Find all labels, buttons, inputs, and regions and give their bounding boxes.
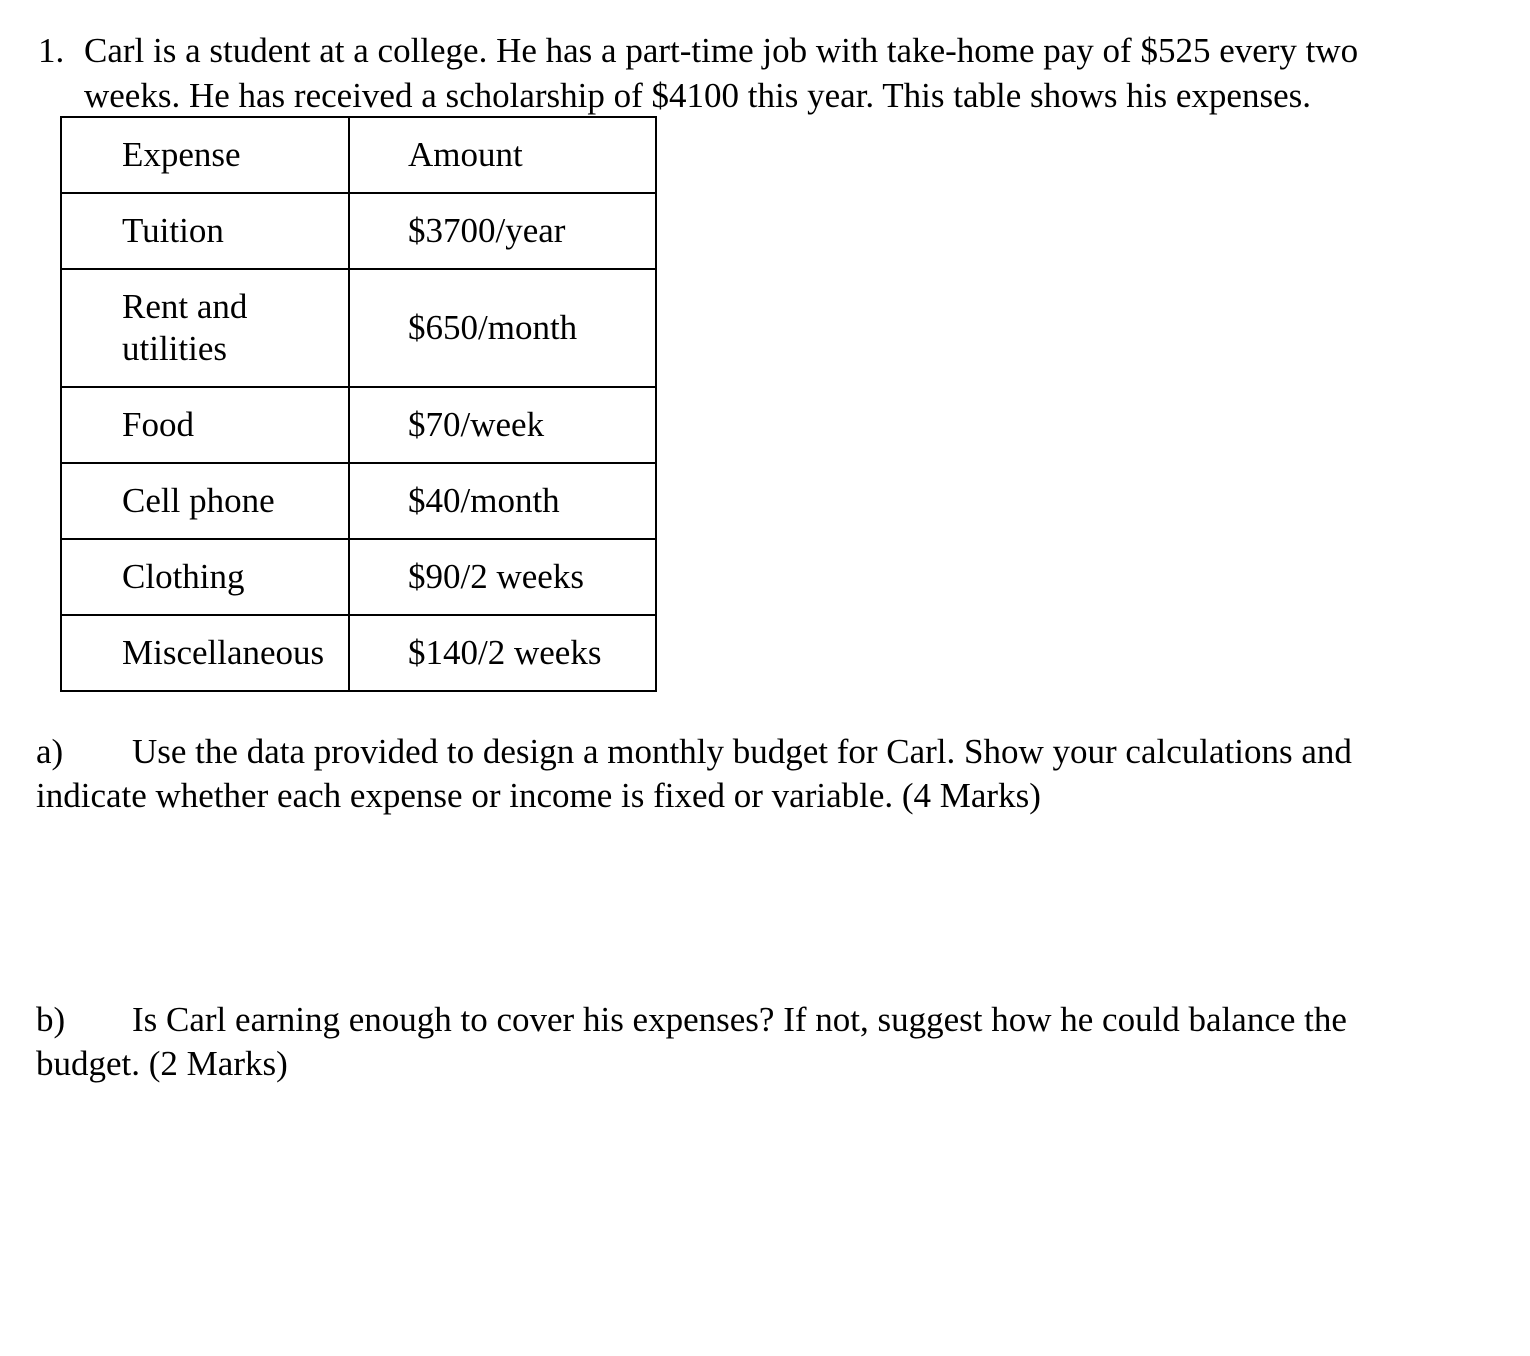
- question-intro: [38, 28, 1508, 118]
- expense-table: [60, 116, 657, 692]
- question-number: 1.: [38, 31, 65, 70]
- expense-cell: Cell phone: [61, 463, 349, 539]
- part-b-text-line-1: Is Carl earning enough to cover his expenses? If not, suggest how he could balance the: [132, 1000, 1347, 1039]
- amount-cell: $140/2 weeks: [349, 615, 656, 691]
- table-row: [61, 615, 656, 691]
- amount-cell: $40/month: [349, 463, 656, 539]
- part-b-text-line-2: budget. (2 Marks): [36, 1044, 288, 1083]
- part-a-text-line-1: Use the data provided to design a monthly budget for Carl. Show your calculations and: [132, 732, 1352, 771]
- header-expense: Expense: [61, 117, 349, 193]
- part-a: [36, 730, 1506, 818]
- part-b: [36, 998, 1506, 1086]
- part-a-line-1: [36, 730, 1506, 774]
- amount-cell: $3700/year: [349, 193, 656, 269]
- table-row: [61, 269, 656, 387]
- amount-cell: $650/month: [349, 269, 656, 387]
- expense-cell: [61, 269, 349, 387]
- amount-cell: $90/2 weeks: [349, 539, 656, 615]
- question-text-line-2: weeks. He has received a scholarship of $4100 this year. This table shows his expenses.: [84, 76, 1311, 115]
- table-row: [61, 463, 656, 539]
- header-amount: Amount: [349, 117, 656, 193]
- expense-cell: Miscellaneous: [61, 615, 349, 691]
- part-b-label: b): [36, 1000, 66, 1039]
- expense-cell: Tuition: [61, 193, 349, 269]
- question-text-line-1: Carl is a student at a college. He has a part-time job with take-home pay of $525 every two: [84, 31, 1359, 70]
- part-a-text-line-2: indicate whether each expense or income is fixed or variable. (4 Marks): [36, 776, 1041, 815]
- amount-cell: $70/week: [349, 387, 656, 463]
- table-header-row: [61, 117, 656, 193]
- part-a-label: a): [36, 732, 64, 771]
- table-row: [61, 387, 656, 463]
- expense-cell-line-1: Rent and: [122, 287, 248, 326]
- part-b-line-1: [36, 998, 1506, 1042]
- expense-cell: Food: [61, 387, 349, 463]
- table-row: [61, 539, 656, 615]
- table-row: [61, 193, 656, 269]
- question-line-1: [38, 28, 1508, 73]
- expense-cell-line-2: utilities: [122, 329, 227, 368]
- expense-cell: Clothing: [61, 539, 349, 615]
